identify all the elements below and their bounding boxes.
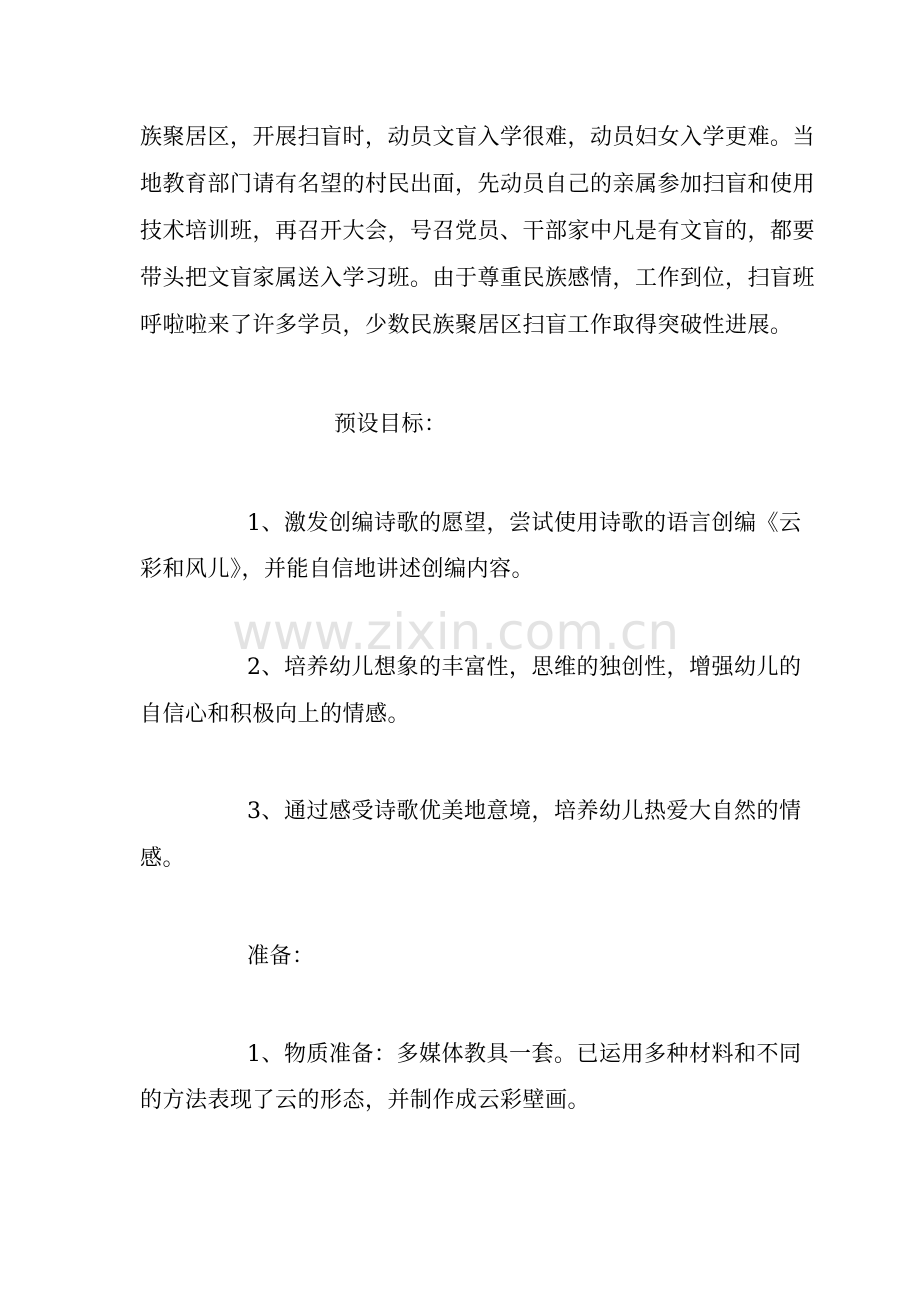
paragraph-line: 技术培训班，再召开大会，号召党员、干部家中凡是有文盲的，都要 (140, 219, 816, 244)
paragraph-line: 带头把文盲家属送入学习班。由于尊重民族感情，工作到位，扫盲班 (140, 266, 816, 291)
paragraph-line: 族聚居区，开展扫盲时，动员文盲入学很难，动员妇女入学更难。当 (140, 125, 816, 150)
preparation-item-1-line: 1、物质准备：多媒体教具一套。已运用多种材料和不同 (247, 1042, 802, 1067)
paragraph-line: 地教育部门请有名望的村民出面，先动员自己的亲属参加扫盲和使用 (140, 172, 816, 197)
paragraph-line: 呼啦啦来了许多学员，少数民族聚居区扫盲工作取得突破性进展。 (140, 313, 793, 338)
section-heading-goals: 预设目标： (334, 412, 447, 437)
watermark: www.zixin.com.cn (232, 603, 680, 661)
goal-item-1-line: 1、激发创编诗歌的愿望，尝试使用诗歌的语言创编《云 (247, 511, 802, 536)
section-heading-preparation: 准备： (247, 944, 315, 969)
goal-item-3-line: 3、通过感受诗歌优美地意境，培养幼儿热爱大自然的情 (247, 799, 802, 824)
goal-item-2-line: 自信心和积极向上的情感。 (140, 702, 411, 727)
goal-item-2-line: 2、培养幼儿想象的丰富性，思维的独创性，增强幼儿的 (247, 655, 802, 680)
goal-item-3-line: 感。 (140, 846, 186, 871)
goal-item-1-line: 彩和风儿》，并能自信地讲述创编内容。 (140, 557, 535, 582)
preparation-item-1-line: 的方法表现了云的形态，并制作成云彩壁画。 (140, 1088, 591, 1113)
